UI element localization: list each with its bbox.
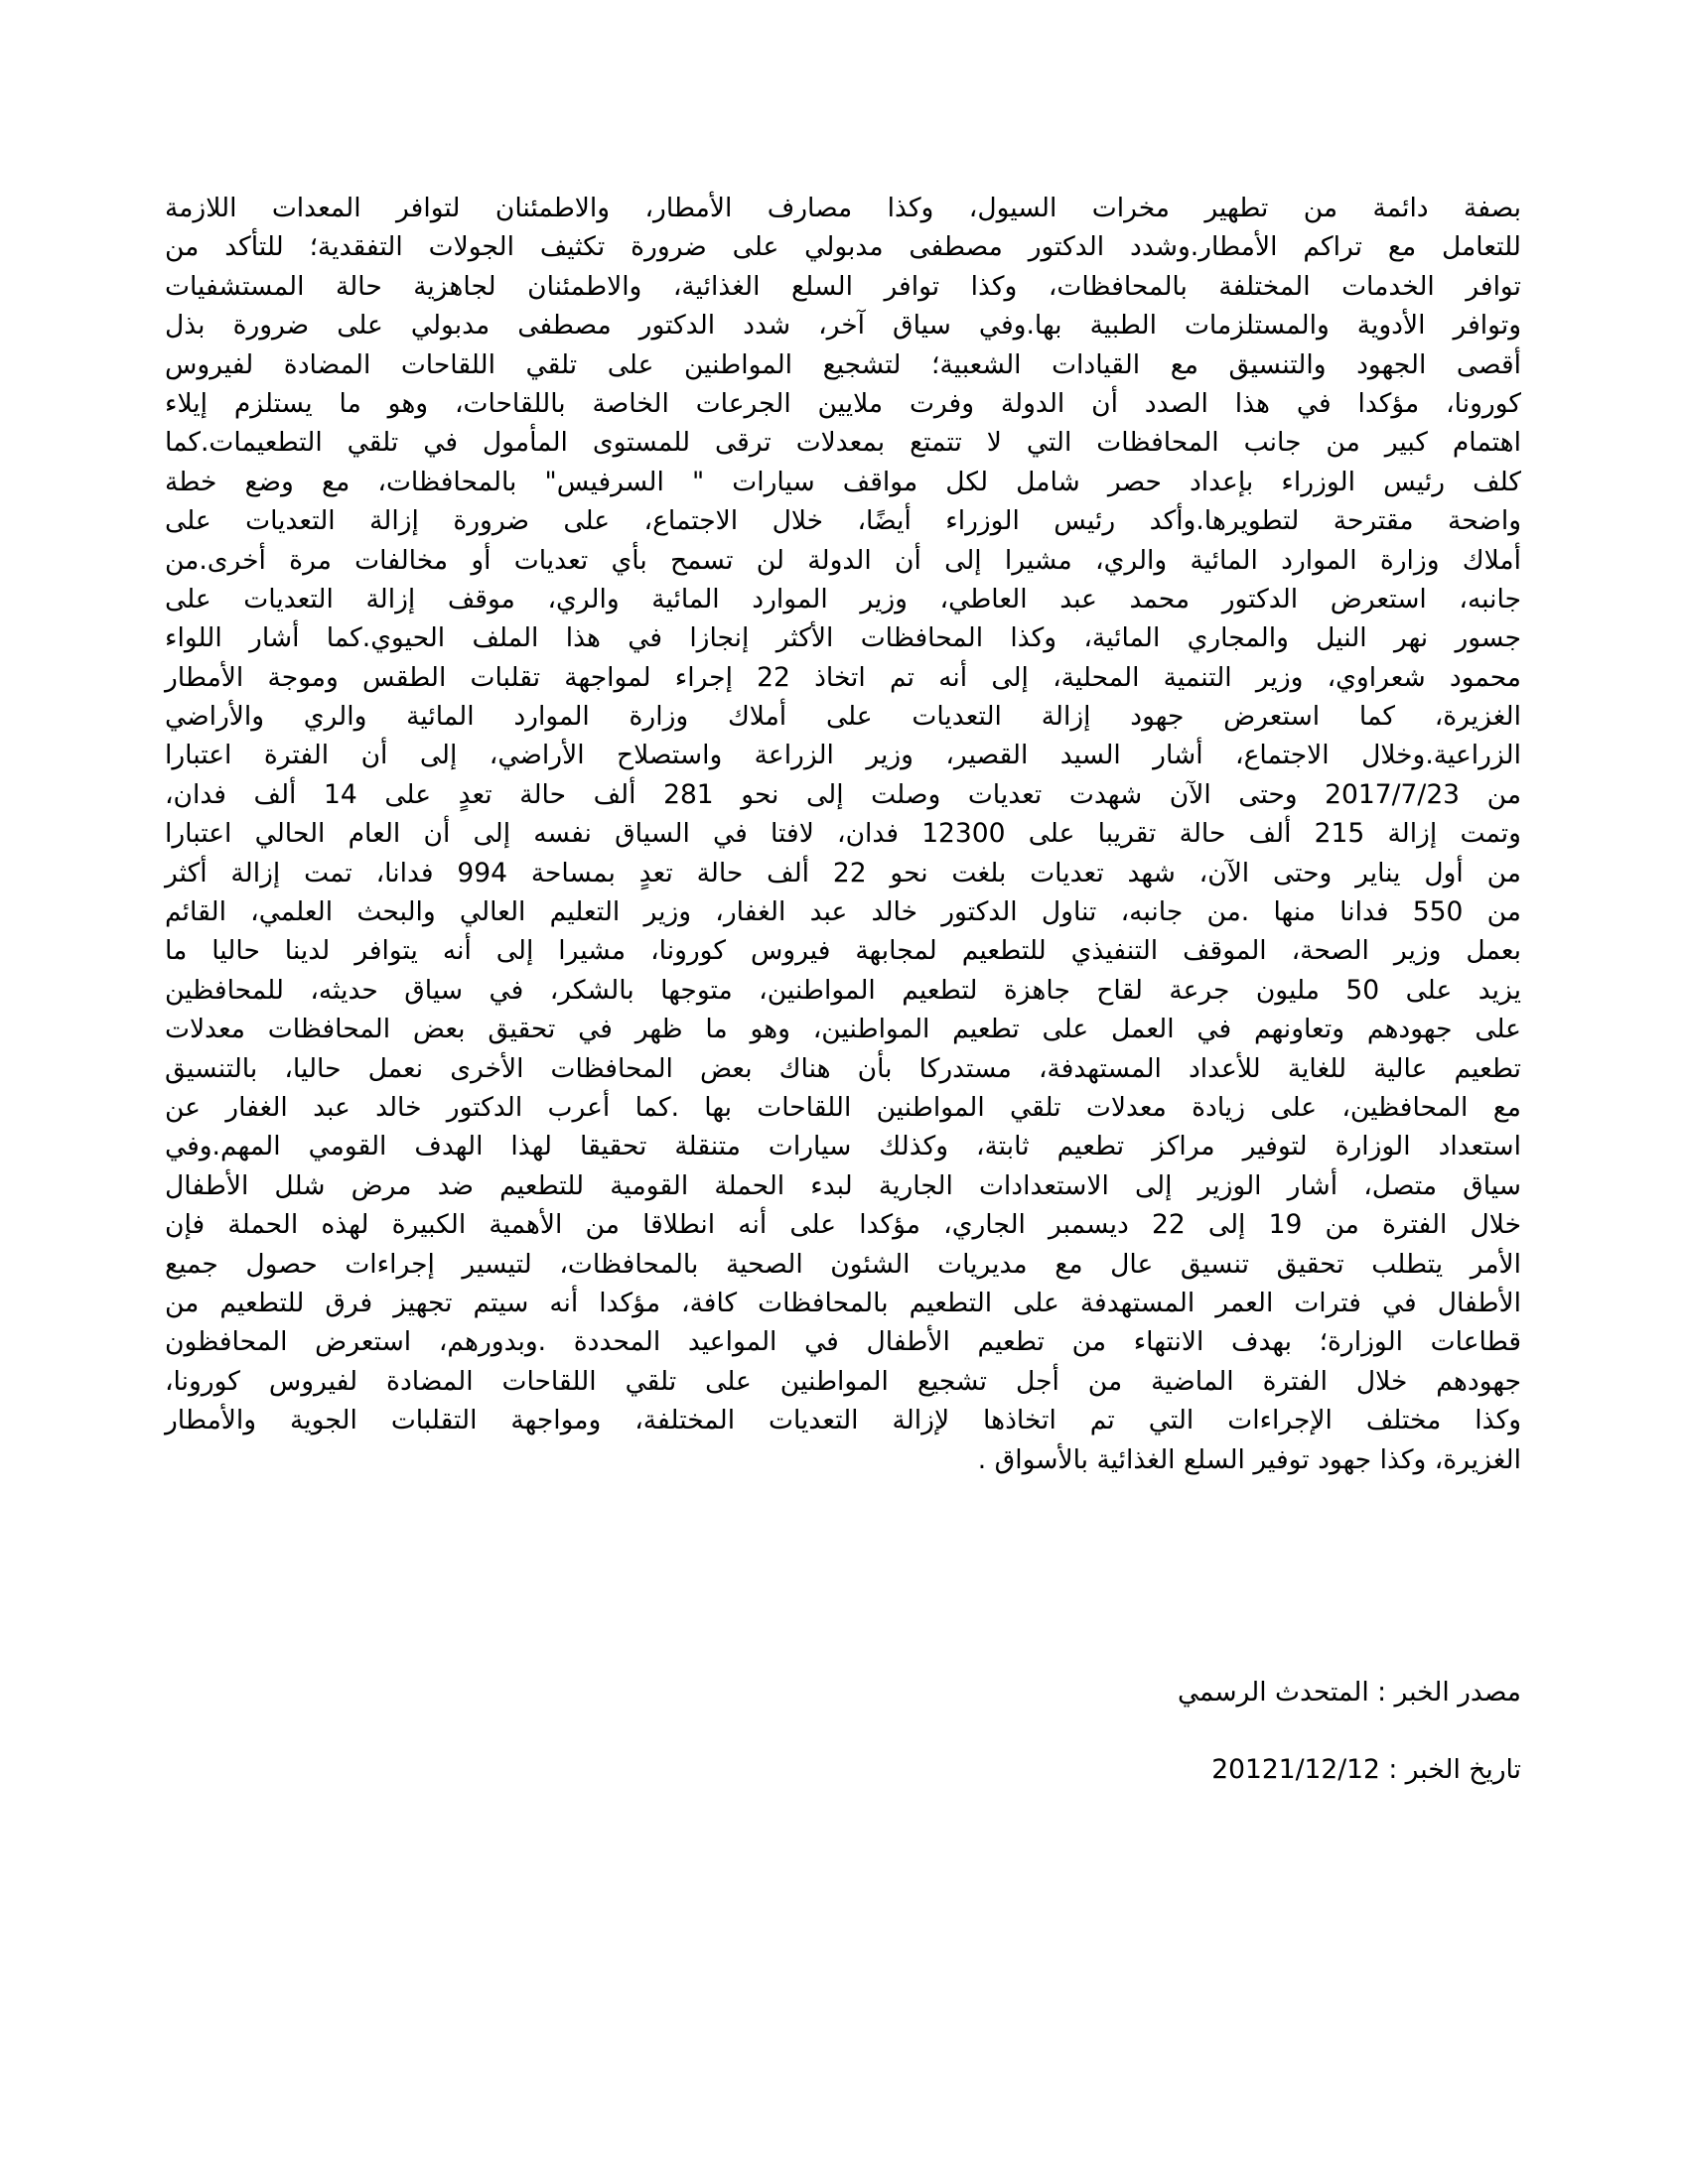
article-line: كلف رئيس الوزراء بإعداد حصر شامل لكل مواقف سيارات " السرفيس" بالمحافظات، مع وضع خطة xyxy=(165,466,1521,497)
news-source: مصدر الخبر : المتحدث الرسمي xyxy=(1177,1677,1521,1707)
article-body xyxy=(165,189,1521,1479)
article-line: وكذا مختلف الإجراءات التي تم اتخاذها لإزالة التعديات المختلفة، ومواجهة التقلبات الجوية والأمطار xyxy=(165,1405,1521,1436)
article-line: أملاك وزارة الموارد المائية والري، مشيرا إلى أن الدولة لن تسمح بأي تعديات أو مخالفات مرة أخرى.من xyxy=(165,544,1521,576)
article-line: جهودهم خلال الفترة الماضية من أجل تشجيع المواطنين على تلقي اللقاحات المضادة لفيروس كورونا، xyxy=(165,1365,1521,1397)
article-line: اهتمام كبير من جانب المحافظات التي لا تتمتع بمعدلات ترقى للمستوى المأمول في تلقي التطعيمات.كما xyxy=(165,427,1521,459)
article-line: الأمر يتطلب تحقيق تنسيق عال مع مديريات الشئون الصحية بالمحافظات، لتيسير إجراءات حصول جميع xyxy=(165,1248,1521,1280)
article-line: بعمل وزير الصحة، الموقف التنفيذي للتطعيم لمجابهة فيروس كورونا، مشيرا إلى أنه يتوافر لدينا حاليا ما xyxy=(165,935,1521,967)
article-line: سياق متصل، أشار الوزير إلى الاستعدادات الجارية لبدء الحملة القومية للتطعيم ضد مرض شلل الأطفال xyxy=(165,1169,1521,1201)
article-line: للتعامل مع تراكم الأمطار.وشدد الدكتور مصطفى مدبولي على ضرورة تكثيف الجولات التفقدية؛ للتأكد من xyxy=(165,231,1521,263)
article-line: خلال الفترة من 19 إلى 22 ديسمبر الجاري، مؤكدا على أنه انطلاقا من الأهمية الكبيرة لهذه الحملة فإن xyxy=(165,1209,1521,1241)
article-line: مع المحافظين، على زيادة معدلات تلقي المواطنين اللقاحات بها .كما أعرب الدكتور خالد عبد الغفار عن xyxy=(165,1091,1521,1123)
news-date: تاريخ الخبر : 20121/12/12 xyxy=(1211,1754,1521,1785)
article-line: أقصى الجهود والتنسيق مع القيادات الشعبية؛ لتشجيع المواطنين على تلقي اللقاحات المضادة لفيروس xyxy=(165,348,1521,380)
article-line: تطعيم عالية للغاية للأعداد المستهدفة، مستدركا بأن هناك بعض المحافظات الأخرى نعمل حاليا، بالتنسيق xyxy=(165,1052,1521,1084)
article-line: على جهودهم وتعاونهم في العمل على تطعيم المواطنين، وهو ما ظهر في تحقيق بعض المحافظات معدلات xyxy=(165,1014,1521,1045)
article-line: الأطفال في فترات العمر المستهدفة على التطعيم بالمحافظات كافة، مؤكدا أنه سيتم تجهيز فرق للتطعيم من xyxy=(165,1287,1521,1318)
article-line: بصفة دائمة من تطهير مخرات السيول، وكذا مصارف الأمطار، والاطمئنان لتوافر المعدات اللازمة xyxy=(165,193,1521,223)
article-line: واضحة مقترحة لتطويرها.وأكد رئيس الوزراء أيضًا، خلال الاجتماع، على ضرورة إزالة التعديات على xyxy=(165,505,1521,537)
article-line: من أول يناير وحتى الآن، شهد تعديات بلغت نحو 22 ألف حالة تعدٍ بمساحة 994 فدانا، تمت إزالة أكثر xyxy=(165,857,1521,888)
article-line: من 2017/7/23 وحتى الآن شهدت تعديات وصلت إلى نحو 281 ألف حالة تعدٍ على 14 ألف فدان، xyxy=(165,778,1522,810)
article-line: محمود شعراوي، وزير التنمية المحلية، إلى أنه تم اتخاذ 22 إجراء لمواجهة تقلبات الطقس وموجة الأمطار xyxy=(165,661,1521,693)
article-line: الزراعية.وخلال الاجتماع، أشار السيد القصير، وزير الزراعة واستصلاح الأراضي، إلى أن الفترة اعتبارا xyxy=(165,740,1521,771)
article-line: توافر الخدمات المختلفة بالمحافظات، وكذا توافر السلع الغذائية، والاطمئنان لجاهزية حالة المستشفيات xyxy=(165,270,1521,302)
article-line: من 550 فدانا منها .من جانبه، تناول الدكتور خالد عبد الغفار، وزير التعليم العالي والبحث العلمي، القائم xyxy=(165,896,1521,928)
article-line: استعداد الوزارة لتوفير مراكز تطعيم ثابتة، وكذلك سيارات متنقلة تحقيقا لهذا الهدف القومي المهم.وفي xyxy=(165,1131,1521,1162)
article-line: يزيد على 50 مليون جرعة لقاح جاهزة لتطعيم المواطنين، متوجها بالشكر، في سياق حديثه، للمحافظين xyxy=(165,974,1521,1006)
article-line: وتوافر الأدوية والمستلزمات الطبية بها.وفي سياق آخر، شدد الدكتور مصطفى مدبولي على ضرورة بذل xyxy=(165,310,1521,341)
article-line: جانبه، استعرض الدكتور محمد عبد العاطي، وزير الموارد المائية والري، موقف إزالة التعديات على xyxy=(165,583,1521,614)
article-line: الغزيرة، كما استعرض جهود إزالة التعديات على أملاك وزارة الموارد المائية والري والأراضي xyxy=(165,701,1521,733)
article-line: وتمت إزالة 215 ألف حالة تقريبا على 12300 فدان، لافتا في السياق نفسه إلى أن العام الحالي اعتبارا xyxy=(165,818,1521,850)
article-line: قطاعات الوزارة؛ بهدف الانتهاء من تطعيم الأطفال في المواعيد المحددة .وبدورهم، استعرض المحافظون xyxy=(165,1326,1521,1358)
article-line: كورونا، مؤكدا في هذا الصدد أن الدولة وفرت ملايين الجرعات الخاصة باللقاحات، وهو ما يستلزم إيلاء xyxy=(165,387,1521,419)
article-line: الغزيرة، وكذا جهود توفير السلع الغذائية بالأسواق . xyxy=(977,1443,1521,1475)
article-line: جسور نهر النيل والمجاري المائية، وكذا المحافظات الأكثر إنجازا في هذا الملف الحيوي.كما أشار اللواء xyxy=(165,622,1521,654)
